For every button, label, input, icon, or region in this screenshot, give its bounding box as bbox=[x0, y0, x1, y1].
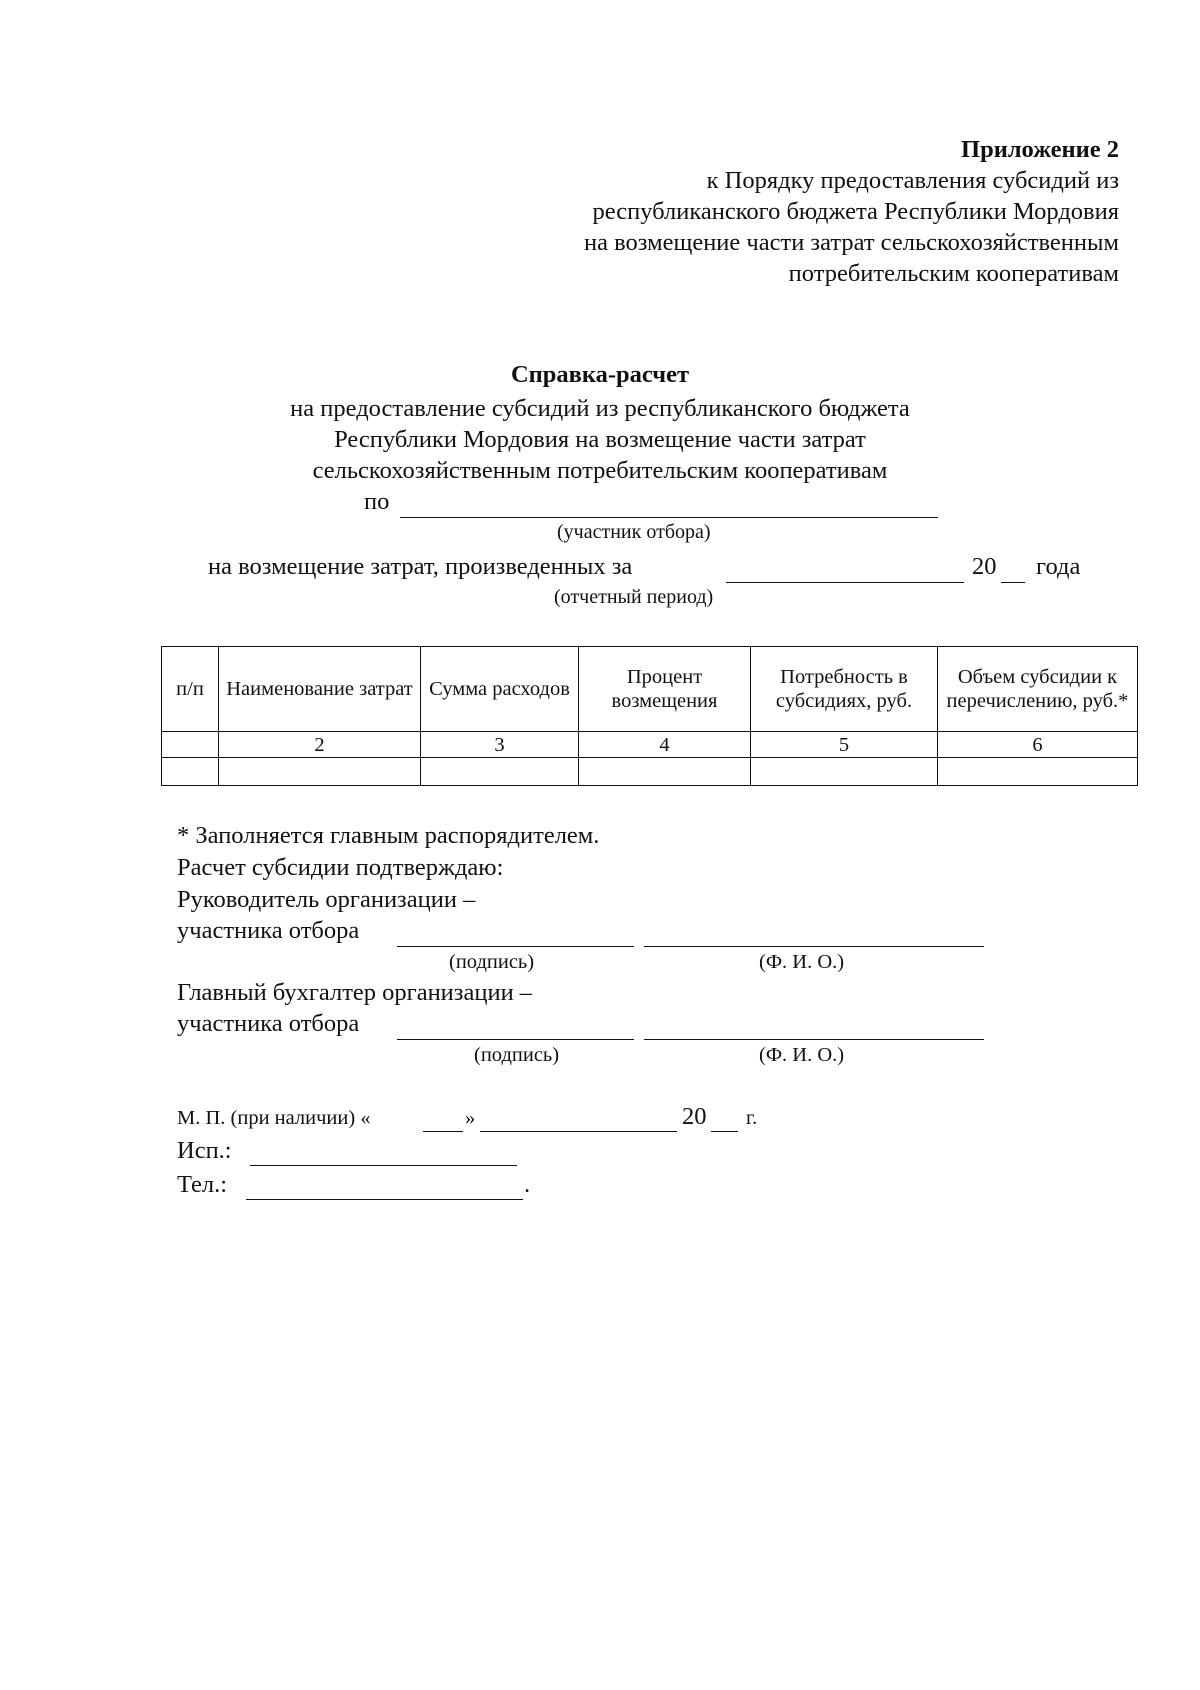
table-cell[interactable] bbox=[162, 758, 219, 786]
period-year-field[interactable] bbox=[1001, 582, 1025, 583]
annex-block bbox=[584, 134, 1119, 289]
document-subtitle bbox=[0, 393, 1200, 486]
header-subsidy-need: Потребность в субсидиях, руб. bbox=[751, 647, 938, 732]
header-number: п/п bbox=[162, 647, 219, 732]
period-year-prefix: 20 bbox=[972, 553, 997, 580]
annex-line-1: к Порядку предоставления субсидий из bbox=[706, 167, 1119, 194]
header-cost-name: Наименование затрат bbox=[219, 647, 421, 732]
po-label: по bbox=[364, 488, 390, 515]
header-reimbursement-percent: Процент возмещения bbox=[579, 647, 751, 732]
stamp-label: М. П. (при наличии) « bbox=[177, 1107, 371, 1129]
table-row bbox=[162, 758, 1138, 786]
table-cell[interactable] bbox=[579, 758, 751, 786]
accountant-signature-caption: (подпись) bbox=[474, 1044, 560, 1066]
date-month-field[interactable] bbox=[480, 1131, 677, 1132]
annex-line-3: на возмещение части затрат сельскохозяйственным bbox=[583, 229, 1119, 256]
phone-field[interactable] bbox=[246, 1199, 523, 1200]
annex-line-2: республиканского бюджета Республики Мордовия bbox=[592, 198, 1119, 225]
period-field[interactable] bbox=[726, 582, 964, 583]
executor-label: Исп.: bbox=[177, 1137, 232, 1164]
table-cell bbox=[162, 732, 219, 758]
date-day-field[interactable] bbox=[423, 1131, 463, 1132]
accountant-signature-field[interactable] bbox=[397, 1039, 634, 1040]
period-year-suffix: года bbox=[1036, 553, 1081, 580]
annex-title: Приложение 2 bbox=[961, 136, 1119, 163]
header-expense-sum: Сумма расходов bbox=[421, 647, 579, 732]
date-year-suffix: г. bbox=[746, 1107, 758, 1129]
period-caption: (отчетный период) bbox=[554, 586, 714, 608]
confirm-text: Расчет субсидии подтверждаю: bbox=[177, 854, 504, 881]
header-subsidy-amount: Объем субсидии к перечислению, руб.* bbox=[938, 647, 1138, 732]
table-cell: 6 bbox=[938, 732, 1138, 758]
executor-field[interactable] bbox=[250, 1165, 517, 1166]
accountant-label-1: Главный бухгалтер организации – bbox=[177, 979, 533, 1006]
head-fio-caption: (Ф. И. О.) bbox=[759, 951, 845, 973]
table-cell[interactable] bbox=[421, 758, 579, 786]
participant-caption: (участник отбора) bbox=[557, 521, 711, 543]
subtitle-line-1: на предоставление субсидий из республиканского бюджета bbox=[290, 395, 910, 422]
accountant-fio-caption: (Ф. И. О.) bbox=[759, 1044, 845, 1066]
accountant-label-2: участника отбора bbox=[177, 1010, 360, 1037]
table-cell: 4 bbox=[579, 732, 751, 758]
table-cell[interactable] bbox=[938, 758, 1138, 786]
table-header-row bbox=[162, 647, 1138, 732]
head-label-2: участника отбора bbox=[177, 917, 360, 944]
table-cell: 3 bbox=[421, 732, 579, 758]
phone-end: . bbox=[524, 1171, 531, 1198]
accountant-fio-field[interactable] bbox=[644, 1039, 984, 1040]
head-signature-field[interactable] bbox=[397, 946, 634, 947]
table-cell: 5 bbox=[751, 732, 938, 758]
annex-line-4: потребительским кооперативам bbox=[788, 260, 1119, 287]
footnote: * Заполняется главным распорядителем. bbox=[177, 822, 600, 849]
head-fio-field[interactable] bbox=[644, 946, 984, 947]
document-title: Справка-расчет bbox=[510, 361, 690, 388]
participant-field[interactable] bbox=[400, 517, 938, 518]
calculation-table bbox=[161, 646, 1138, 786]
table-row bbox=[162, 732, 1138, 758]
head-signature-caption: (подпись) bbox=[449, 951, 535, 973]
subtitle-line-3: сельскохозяйственным потребительским кооперативам bbox=[312, 457, 888, 484]
stamp-close-quote: » bbox=[465, 1107, 476, 1129]
head-label-1: Руководитель организации – bbox=[177, 886, 476, 913]
table-cell[interactable] bbox=[219, 758, 421, 786]
table-cell: 2 bbox=[219, 732, 421, 758]
subtitle-line-2: Республики Мордовия на возмещение части затрат bbox=[334, 426, 866, 453]
table-cell[interactable] bbox=[751, 758, 938, 786]
date-year-field[interactable] bbox=[711, 1131, 738, 1132]
date-year-prefix: 20 bbox=[682, 1103, 707, 1130]
phone-label: Тел.: bbox=[177, 1171, 228, 1198]
period-label: на возмещение затрат, произведенных за bbox=[208, 553, 633, 580]
